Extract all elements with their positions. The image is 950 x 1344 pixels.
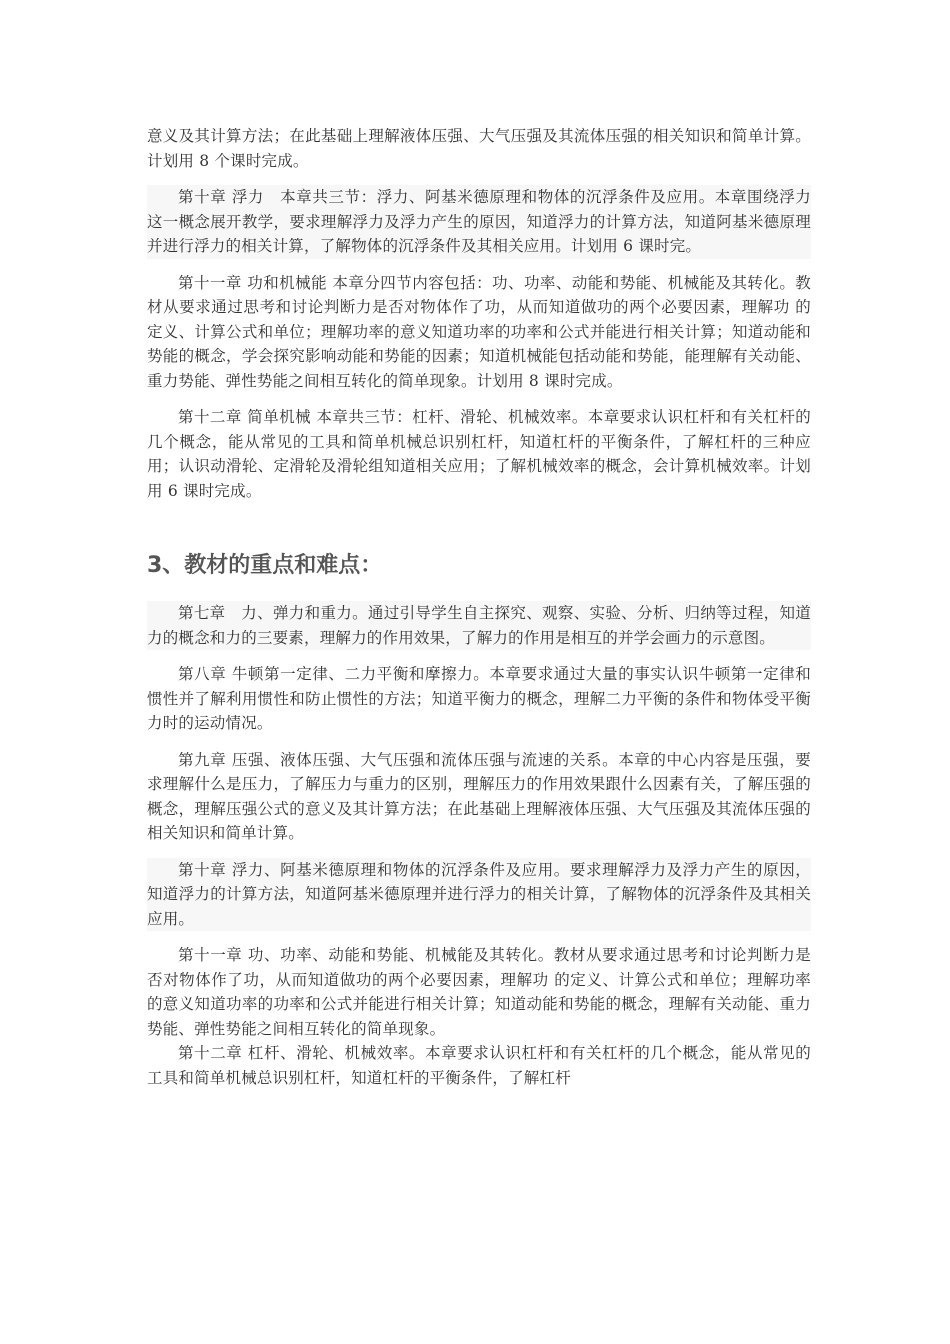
paragraph-chapter-10-key-points: 第十章 浮力、阿基米德原理和物体的沉浮条件及应用。要求理解浮力及浮力产生的原因，知道浮力的计算方法，知道阿基米德原理并进行浮力的相关计算，了解物体的沉浮条件及其相关应用。 bbox=[147, 858, 811, 932]
paragraph-chapter-7-key-points: 第七章 力、弹力和重力。通过引导学生自主探究、观察、实验、分析、归纳等过程，知道力的概念和力的三要素，理解力的作用效果，了解力的作用是相互的并学会画力的示意图。 bbox=[147, 601, 811, 650]
paragraph-chapter-12-key-points: 第十二章 杠杆、滑轮、机械效率。本章要求认识杠杆和有关杠杆的几个概念，能从常见的工具和简单机械总识别杠杆，知道杠杆的平衡条件，了解杠杆 bbox=[147, 1044, 811, 1087]
paragraph-chapter-12-overview: 第十二章 简单机械 本章共三节：杠杆、滑轮、机械效率。本章要求认识杠杆和有关杠杆的几个概念，能从常见的工具和简单机械总识别杠杆，知道杠杆的平衡条件，了解杠杆的三种应用；认识动滑轮、定滑轮及滑轮组知道相关应用；了解机械效率的概念，会计算机械效率。计划用 6 课时完成。 bbox=[147, 408, 811, 500]
paragraph-chapter-11-overview: 第十一章 功和机械能 本章分四节内容包括：功、功率、动能和势能、机械能及其转化。教材从要求通过思考和讨论判断力是否对物体作了功，从而知道做功的两个必要因素，理解功 的定义、计算公式和单位；理解功率的意义知道功率的功率和公式并能进行相关计算；知道动能和势能的概念，学会探究影响动能和势能的因素；知道机械能包括动能和势能，能理解有关动能、重力势能、弹性势能之间相互转化的简单现象。计划用 8 课时完成。 bbox=[147, 273, 811, 390]
paragraph-chapter-10-overview: 第十章 浮力 本章共三节：浮力、阿基米德原理和物体的沉浮条件及应用。本章围绕浮力这一概念展开教学，要求理解浮力及浮力产生的原因，知道浮力的计算方法，知道阿基米德原理并进行浮力的相关计算，了解物体的沉浮条件及其相关应用。计划用 6 课时完。 bbox=[147, 185, 811, 259]
document-page bbox=[147, 124, 811, 1090]
paragraph-chapter-9-key-points: 第九章 压强、液体压强、大气压强和流体压强与流速的关系。本章的中心内容是压强，要求理解什么是压力，了解压力与重力的区别，理解压力的作用效果跟什么因素有关，了解压强的概念，理解压强公式的意义及其计算方法；在此基础上理解液体压强、大气压强及其流体压强的相关知识和简单计算。 bbox=[147, 750, 811, 842]
paragraph-chapter-8-key-points: 第八章 牛顿第一定律、二力平衡和摩擦力。本章要求通过大量的事实认识牛顿第一定律和惯性并了解利用惯性和防止惯性的方法；知道平衡力的概念，理解二力平衡的条件和物体受平衡力时的运动情况。 bbox=[147, 665, 811, 732]
paragraph-chapter-11-key-points: 第十一章 功、功率、动能和势能、机械能及其转化。教材从要求通过思考和讨论判断力是否对物体作了功，从而知道做功的两个必要因素，理解功 的定义、计算公式和单位；理解功率的意义知道功率的功率和公式并能进行相关计算；知道动能和势能的概念，理解有关动能、重力势能、弹性势能之间相互转化的简单现象。 bbox=[147, 946, 811, 1038]
paragraph-continuation: 意义及其计算方法；在此基础上理解液体压强、大气压强及其流体压强的相关知识和简单计算。计划用 8 个课时完成。 bbox=[147, 127, 811, 170]
section-heading-key-points: 3、教材的重点和难点： bbox=[147, 553, 383, 578]
